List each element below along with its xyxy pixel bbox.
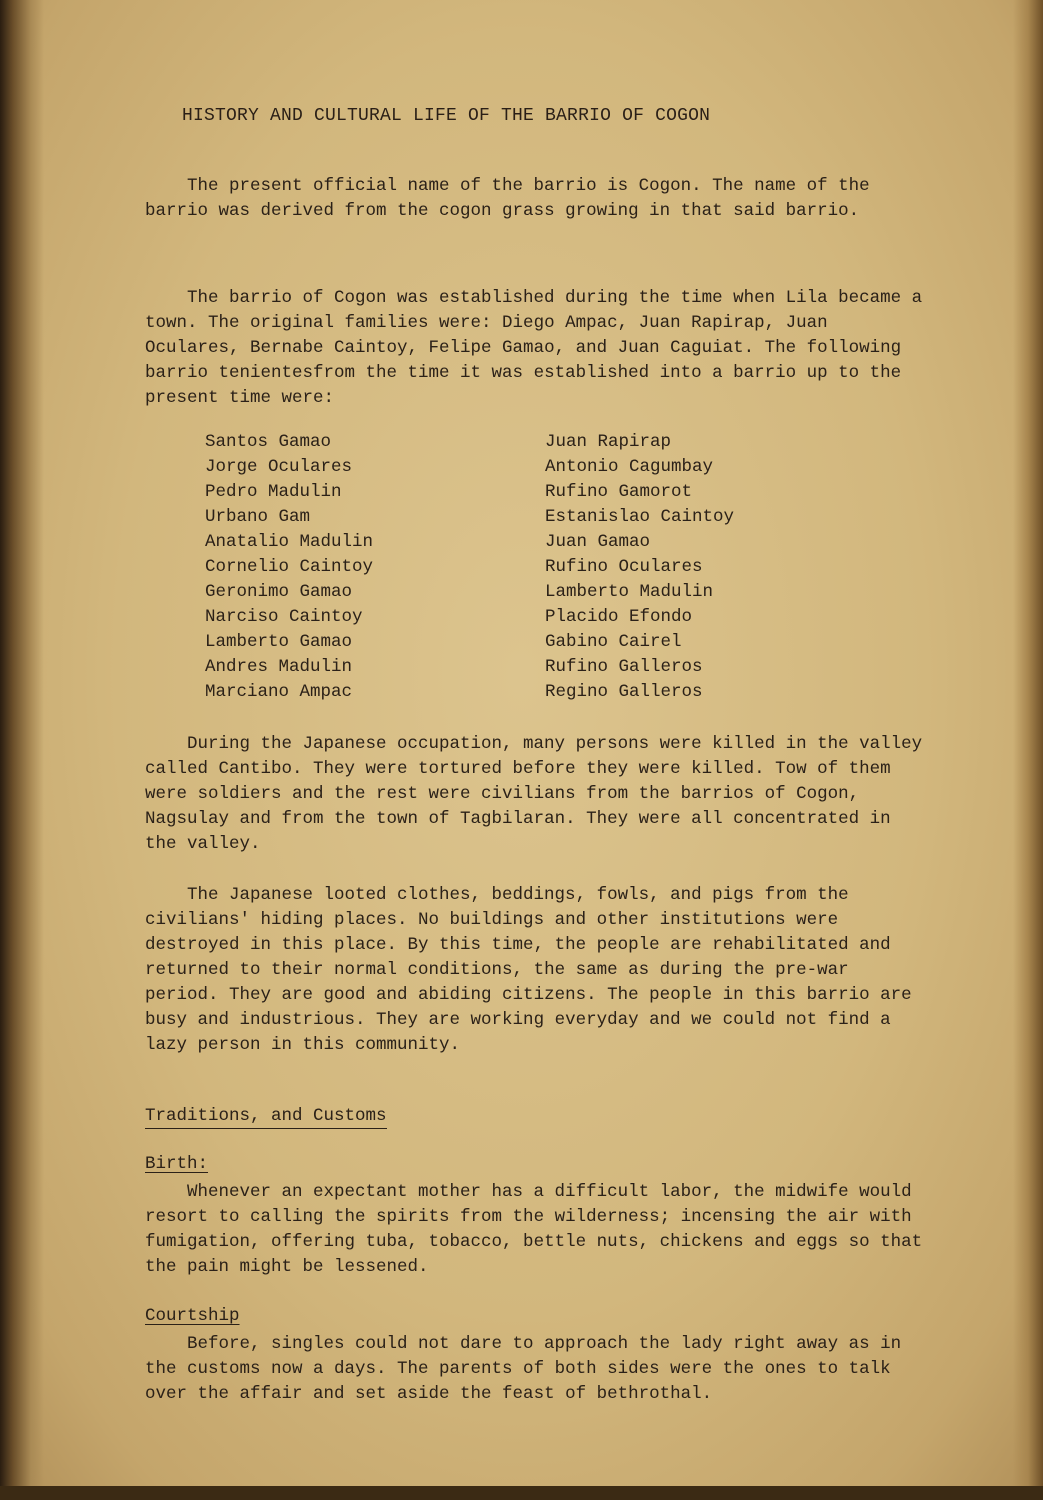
scan-footer-strip [0,1486,1043,1500]
teniente-name: Placido Efondo [545,607,693,627]
teniente-name: Cornelio Caintoy [205,557,374,577]
document-title: HISTORY AND CULTURAL LIFE OF THE BARRIO OF COGON [182,106,711,126]
paragraph-rehabilitation: The Japanese looted clothes, beddings, fowls, and pigs from the civilians' hiding places. No buildings and other institutions were destroyed in this place. By this time, the people are rehabilitated and returned to their normal conditions, the same as during the pre-war period. They are good and abiding citizens. The people in this barrio are busy and industrious. They are working everyday and we could not find a lazy person in this community. [145,885,912,1055]
tenientes-list [205,430,825,705]
teniente-name: Regino Galleros [545,682,703,702]
teniente-name: Geronimo Gamao [205,582,353,602]
heading-traditions-customs [145,1106,387,1129]
tenientes-right-column [545,430,825,705]
page-binding-edge [0,0,44,1500]
heading-birth: Birth: [145,1154,209,1174]
paragraph-barrio-name: The present official name of the barrio is Cogon. The name of the barrio was derived from the cogon grass growing in that said barrio. [145,176,870,221]
paragraph-courtship: Before, singles could not dare to approach the lady right away as in the customs now a days. The parents of both sides were the ones to talk over the affair and set aside the feast of bethrothal. [145,1334,902,1404]
teniente-name: Rufino Oculares [545,557,703,577]
teniente-name: Juan Gamao [545,532,651,552]
teniente-name: Estanislao Caintoy [545,507,735,527]
teniente-name: Lamberto Madulin [545,582,714,602]
teniente-name: Urbano Gam [205,507,311,527]
paragraph-establishment: The barrio of Cogon was established during the time when Lila became a town. The original families were: Diego Ampac, Juan Rapirap, Juan Oculares, Bernabe Caintoy, Felipe Gamao, and Juan Caguiat. The following barrio tenientesfrom the time it was established into a barrio up to the present time were: [145,288,923,408]
teniente-name: Jorge Oculares [205,457,353,477]
teniente-name: Gabino Cairel [545,632,682,652]
teniente-name: Rufino Galleros [545,657,703,677]
teniente-name: Rufino Gamorot [545,482,693,502]
teniente-name: Santos Gamao [205,432,332,452]
teniente-name: Antonio Cagumbay [545,457,714,477]
teniente-name: Juan Rapirap [545,432,672,452]
tenientes-left-column [205,430,545,705]
teniente-name: Pedro Madulin [205,482,342,502]
teniente-name: Narciso Caintoy [205,607,363,627]
teniente-name: Lamberto Gamao [205,632,353,652]
heading-traditions-label: Traditions, and Customs [145,1106,387,1129]
page-right-edge [1013,0,1043,1500]
teniente-name: Anatalio Madulin [205,532,374,552]
heading-courtship: Courtship [145,1306,240,1326]
teniente-name: Andres Madulin [205,657,353,677]
paragraph-japanese-occupation: During the Japanese occupation, many persons were killed in the valley called Cantibo. They were tortured before they were killed. Tow of them were soldiers and the rest were civilians from the barrios of Cogon, Nagsulay and from the town of Tagbilaran. They were all concentrated in the valley. [145,734,923,854]
teniente-name: Marciano Ampac [205,682,353,702]
paragraph-birth: Whenever an expectant mother has a difficult labor, the midwife would resort to calling the spirits from the wilderness; incensing the air with fumigation, offering tuba, tobacco, bettle nuts, chickens and eggs so that the pain might be lessened. [145,1182,923,1277]
